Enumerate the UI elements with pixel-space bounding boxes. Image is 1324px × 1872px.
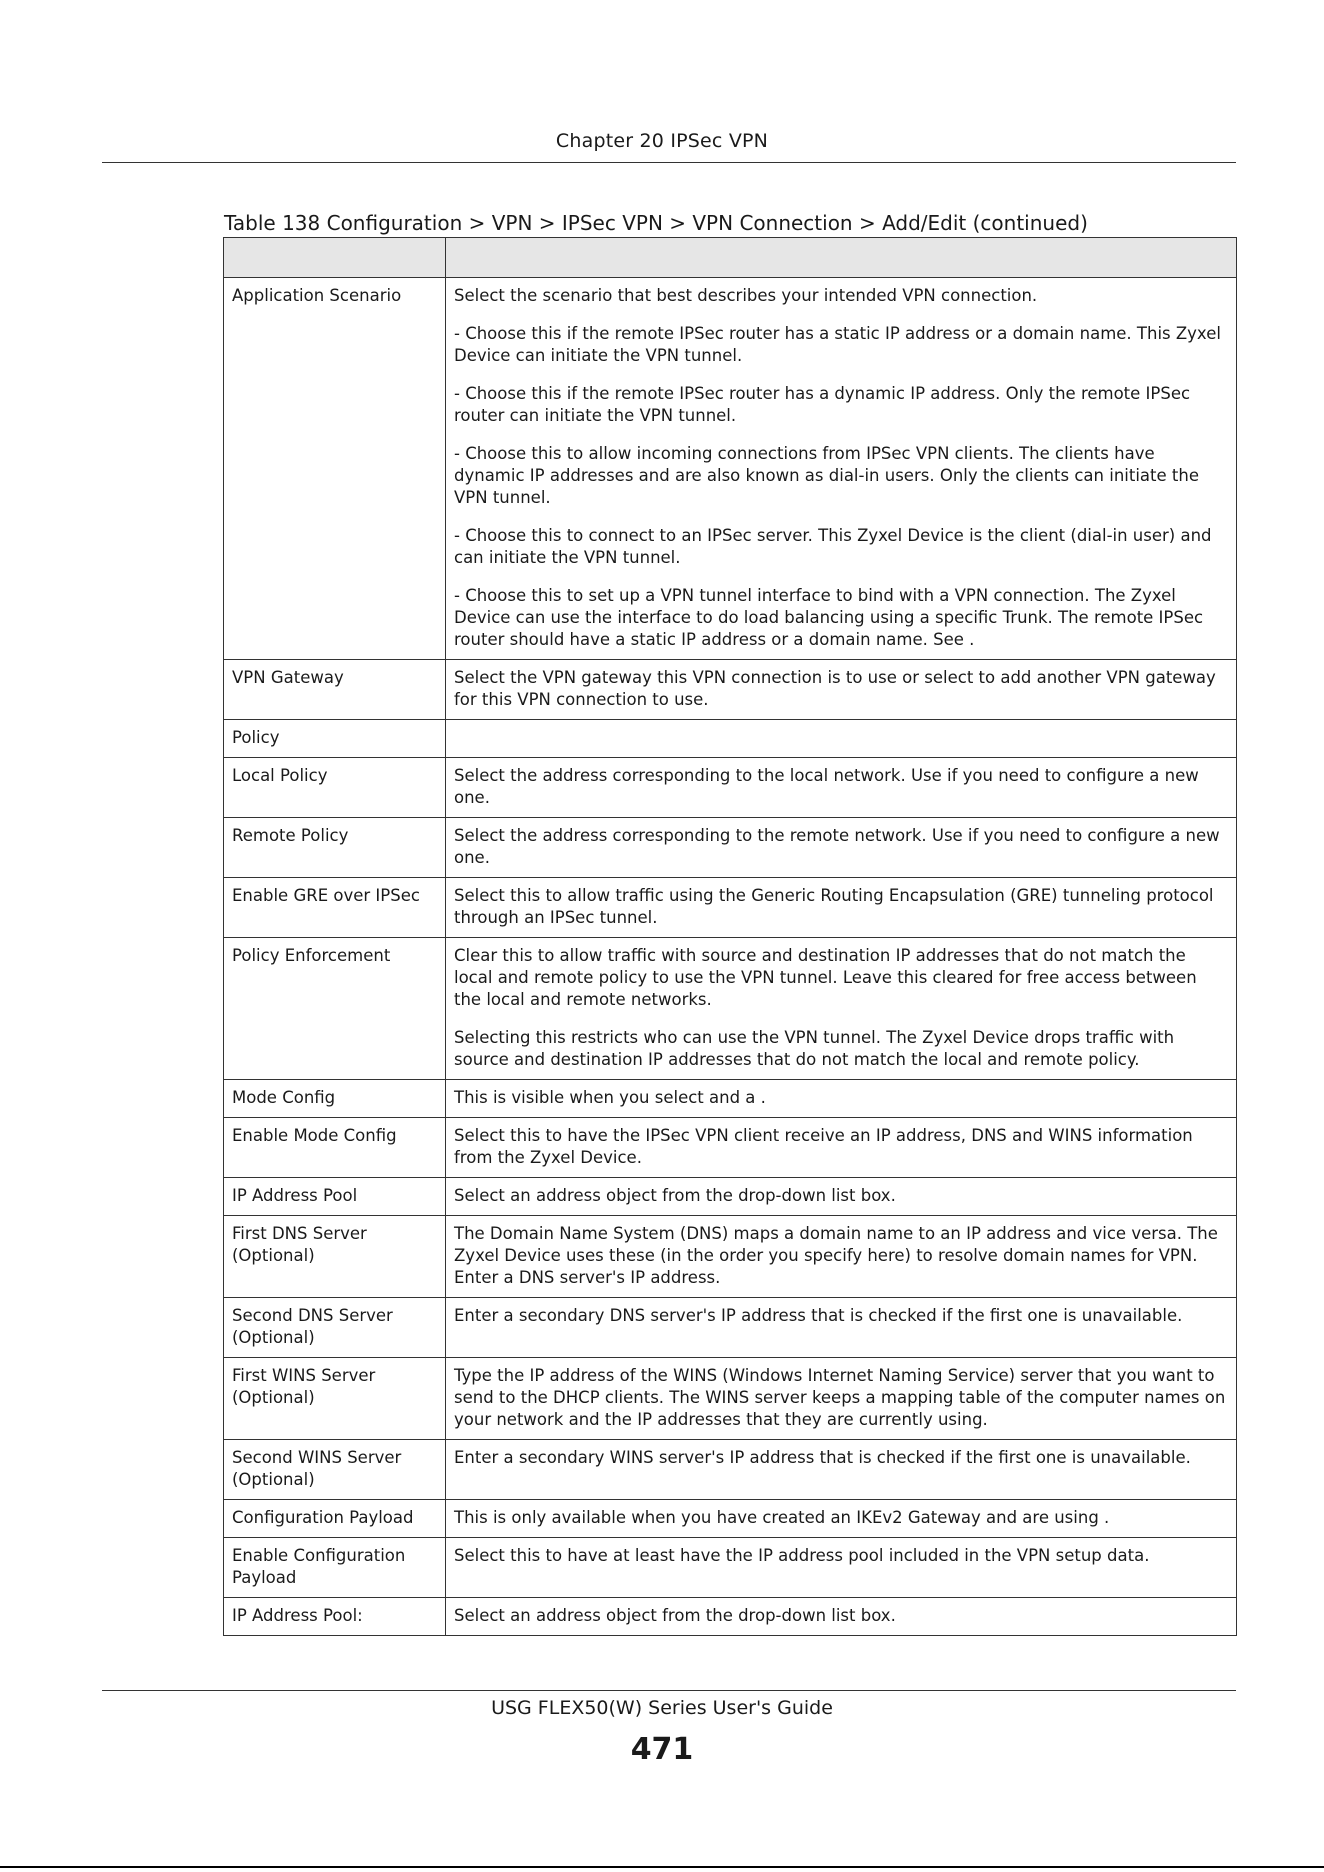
- field-label: IP Address Pool: [224, 1178, 446, 1216]
- description-paragraph: Select this to have at least have the IP address pool included in the VPN setup data.: [454, 1546, 1150, 1565]
- field-description: [446, 818, 1237, 878]
- field-label: Second WINS Server (Optional): [224, 1440, 446, 1500]
- field-description: [446, 758, 1237, 818]
- footer-rule: [102, 1690, 1236, 1691]
- table-row: [224, 278, 1237, 660]
- description-paragraph: This is visible when you select and a .: [454, 1088, 766, 1107]
- field-description: [446, 1358, 1237, 1440]
- description-paragraph: Enter a secondary DNS server's IP address that is checked if the first one is unavailable.: [454, 1306, 1183, 1325]
- field-description: [446, 878, 1237, 938]
- field-description: [446, 278, 1237, 660]
- field-description: [446, 720, 1237, 758]
- description-paragraph: Clear this to allow traffic with source and destination IP addresses that do not match the local and remote policy to use the VPN tunnel. Leave this cleared for free access between the local and remote networks.: [454, 946, 1197, 1009]
- table-row: [224, 1538, 1237, 1598]
- field-label: First WINS Server (Optional): [224, 1358, 446, 1440]
- description-paragraph: This is only available when you have created an IKEv2 Gateway and are using .: [454, 1508, 1110, 1527]
- field-label: Configuration Payload: [224, 1500, 446, 1538]
- description-paragraph: - Choose this to allow incoming connections from IPSec VPN clients. The clients have dynamic IP addresses and are also known as dial-in users. Only the clients can initiate the VPN tunnel.: [454, 444, 1199, 507]
- field-description: [446, 1538, 1237, 1598]
- field-description: [446, 1298, 1237, 1358]
- description-paragraph: Select an address object from the drop-down list box.: [454, 1606, 896, 1625]
- field-description: [446, 1118, 1237, 1178]
- description-paragraph: Enter a secondary WINS server's IP address that is checked if the first one is unavailable.: [454, 1448, 1191, 1467]
- field-description: [446, 1440, 1237, 1500]
- field-label: IP Address Pool:: [224, 1598, 446, 1636]
- footer-guide-title: USG FLEX50(W) Series User's Guide: [491, 1697, 833, 1719]
- field-label: Mode Config: [224, 1080, 446, 1118]
- page-number: 471: [630, 1732, 694, 1767]
- field-label: Policy: [224, 720, 446, 758]
- table-body: [224, 278, 1237, 1636]
- table-header-label-cell: [224, 238, 446, 278]
- table-row: [224, 1500, 1237, 1538]
- description-paragraph: Select the VPN gateway this VPN connection is to use or select to add another VPN gateway for this VPN connection to use.: [454, 668, 1216, 709]
- table-row: [224, 1598, 1237, 1636]
- table-row: [224, 818, 1237, 878]
- description-paragraph: Selecting this restricts who can use the VPN tunnel. The Zyxel Device drops traffic with source and destination IP addresses that do not match the local and remote policy.: [454, 1028, 1175, 1069]
- field-description: [446, 1178, 1237, 1216]
- field-description: [446, 1080, 1237, 1118]
- description-paragraph: Select this to allow traffic using the Generic Routing Encapsulation (GRE) tunneling protocol through an IPSec tunnel.: [454, 886, 1214, 927]
- description-paragraph: Type the IP address of the WINS (Windows Internet Naming Service) server that you want to send to the DHCP clients. The WINS server keeps a mapping table of the computer names on your network and the IP addresses that they are currently using.: [454, 1366, 1226, 1429]
- description-paragraph: - Choose this to connect to an IPSec server. This Zyxel Device is the client (dial-in user) and can initiate the VPN tunnel.: [454, 526, 1212, 567]
- table-row: [224, 1080, 1237, 1118]
- description-paragraph: Select the address corresponding to the local network. Use if you need to configure a new one.: [454, 766, 1199, 807]
- description-paragraph: - Choose this if the remote IPSec router has a dynamic IP address. Only the remote IPSec router can initiate the VPN tunnel.: [454, 384, 1191, 425]
- field-label: Enable Mode Config: [224, 1118, 446, 1178]
- description-paragraph: Select the address corresponding to the remote network. Use if you need to configure a new one.: [454, 826, 1220, 867]
- field-label: Local Policy: [224, 758, 446, 818]
- table-header-description-cell: [446, 238, 1237, 278]
- table-row: [224, 1216, 1237, 1298]
- field-description: [446, 1500, 1237, 1538]
- field-label: Application Scenario: [224, 278, 446, 660]
- description-paragraph: Select an address object from the drop-down list box.: [454, 1186, 896, 1205]
- config-table: [223, 237, 1237, 1636]
- table-row: [224, 1298, 1237, 1358]
- bottom-edge-line: [0, 1866, 1324, 1868]
- table-row: [224, 758, 1237, 818]
- table-row: [224, 660, 1237, 720]
- description-paragraph: Select this to have the IPSec VPN client receive an IP address, DNS and WINS information from the Zyxel Device.: [454, 1126, 1193, 1167]
- field-label: Second DNS Server (Optional): [224, 1298, 446, 1358]
- field-description: [446, 660, 1237, 720]
- field-label: VPN Gateway: [224, 660, 446, 720]
- header-rule: [102, 162, 1236, 163]
- field-description: [446, 1598, 1237, 1636]
- field-description: [446, 938, 1237, 1080]
- table-row: [224, 1358, 1237, 1440]
- table-row: [224, 1118, 1237, 1178]
- field-description: [446, 1216, 1237, 1298]
- table-row: [224, 1440, 1237, 1500]
- field-label: First DNS Server (Optional): [224, 1216, 446, 1298]
- description-paragraph: Select the scenario that best describes your intended VPN connection.: [454, 286, 1038, 305]
- chapter-header: Chapter 20 IPSec VPN: [555, 130, 769, 152]
- table-header-row: [224, 238, 1237, 278]
- field-label: Enable Configuration Payload: [224, 1538, 446, 1598]
- description-paragraph: - Choose this if the remote IPSec router has a static IP address or a domain name. This Zyxel Device can initiate the VPN tunnel.: [454, 324, 1221, 365]
- field-label: Remote Policy: [224, 818, 446, 878]
- table-row: [224, 1178, 1237, 1216]
- table-row: [224, 938, 1237, 1080]
- table-row: [224, 720, 1237, 758]
- description-paragraph: The Domain Name System (DNS) maps a domain name to an IP address and vice versa. The Zyxel Device uses these (in the order you specify here) to resolve domain names for VPN. Enter a DNS server's IP address.: [454, 1224, 1218, 1287]
- field-label: Enable GRE over IPSec: [224, 878, 446, 938]
- field-label: Policy Enforcement: [224, 938, 446, 1080]
- table-caption: Table 138 Configuration > VPN > IPSec VPN > VPN Connection > Add/Edit (continued): [224, 211, 1088, 235]
- table-row: [224, 878, 1237, 938]
- description-paragraph: - Choose this to set up a VPN tunnel interface to bind with a VPN connection. The Zyxel Device can use the interface to do load balancing using a specific Trunk. The remote IPSec router should have a static IP address or a domain name. See .: [454, 586, 1204, 649]
